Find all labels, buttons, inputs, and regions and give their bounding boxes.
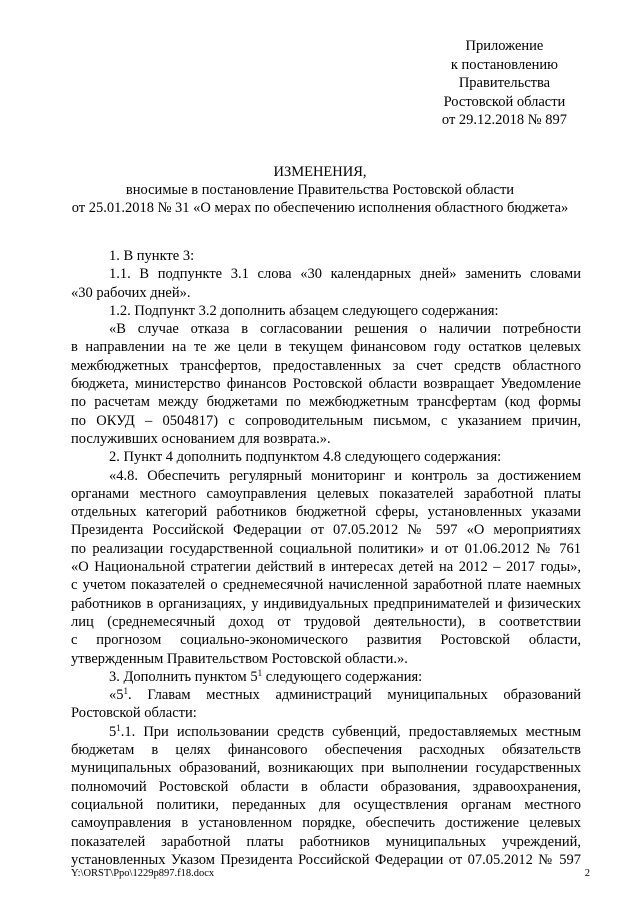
body-line: по ОКУД – 0504817) с сопроводительным письмом, с указанием причин,: [71, 412, 581, 429]
body-line: «В случае отказа в согласовании решения о наличии потребности: [109, 321, 581, 338]
body-line: органами местного самоуправления целевых показателей заработной платы: [71, 485, 581, 502]
body-line: по реализации государственной социальной политики» и от 01.06.2012 № 761: [71, 540, 581, 557]
body-line: бюджетам в целях финансового обеспечения расходных обязательств: [71, 742, 581, 759]
text-run: 3. Дополнить пунктом 5: [109, 668, 258, 685]
body-line: Ростовской области:: [71, 705, 197, 722]
appendix-line: Правительства: [458, 75, 551, 91]
title-heading: ИЗМЕНЕНИЯ,: [273, 164, 367, 180]
body-line: с прогнозом социально-экономического развития Ростовской области,: [71, 632, 581, 649]
body-line: самоуправления в установленном порядке, обеспечить достижение целевых: [71, 815, 581, 832]
body-line: с учетом показателей о среднемесячной начисленной заработной плате наемных: [71, 577, 581, 594]
appendix-line: к постановлению: [450, 56, 558, 73]
text-run: . Главам местных администраций муниципальных образований: [128, 687, 581, 704]
body-line: «4.8. Обеспечить регулярный мониторинг и контроль за достижением: [109, 467, 581, 484]
body-line: [71, 668, 581, 686]
body-line: бюджета, министерство финансов Ростовской области возвращает Уведомление: [71, 376, 581, 393]
body-line: социальной политики, переданных для осуществления органам местного: [71, 796, 581, 813]
body-line: муниципальных образований, возникающих при выполнении государственных: [71, 760, 581, 777]
superscript: 1: [123, 686, 128, 697]
body-line: в направлении на те же цели в текущем финансовом году остатков целевых: [71, 339, 581, 356]
page-footer: [71, 868, 590, 879]
superscript: 1: [116, 722, 121, 733]
body-line: 1. В пункте 3:: [109, 248, 195, 264]
body-line: полномочий Ростовской области в области образования, здравоохранения,: [71, 778, 581, 795]
body-line: «30 рабочих дней».: [71, 284, 191, 301]
text-run: следующего содержания:: [262, 668, 423, 685]
body-line: [71, 723, 581, 741]
body-line: отдельных категорий работников бюджетной сферы, установленных указами: [71, 504, 581, 521]
title-subtitle: от 25.01.2018 № 31 «О мерах по обеспечению исполнения областного бюджета»: [71, 200, 569, 216]
body-line: работников в организациях, у индивидуальных предпринимателей и физических: [71, 595, 581, 612]
body-line: 2. Пункт 4 дополнить подпунктом 4.8 следующего содержания:: [109, 449, 502, 466]
body-line: «О Национальной стратегии действий в интересах детей на 2012 – 2017 годы»,: [71, 559, 581, 576]
body-line: межбюджетных трансфертов, предоставленных за счет средств областного: [71, 357, 581, 374]
appendix-line: Ростовской области: [443, 93, 566, 110]
body-line: 1.1. В подпункте 3.1 слова «30 календарных дней» заменить словами: [109, 266, 581, 283]
document-title: [60, 163, 580, 217]
appendix-line: Приложение: [465, 38, 544, 54]
title-subtitle: вносимые в постановление Правительства Ростовской области: [125, 182, 515, 198]
superscript: 1: [257, 667, 263, 678]
document-body: [71, 247, 581, 869]
body-line: лиц (среднемесячный доход от трудовой деятельности), в соответствии: [71, 613, 581, 630]
body-line: утвержденным Правительством Ростовской области.».: [71, 650, 408, 667]
text-run: «5: [109, 687, 124, 704]
appendix-line: от 29.12.2018 № 897: [441, 112, 567, 128]
page-number: 2: [584, 868, 590, 879]
body-line: Президента Российской Федерации от 07.05.2012 № 597 «О мероприятиях: [71, 522, 581, 539]
body-line: показателей заработной платы работников муниципальных учреждений,: [71, 833, 581, 850]
body-line: 1.2. Подпункт 3.2 дополнить абзацем следующего содержания:: [109, 302, 499, 319]
body-line: по расчетам между бюджетами по межбюджетным трансфертам (код формы: [71, 394, 581, 411]
file-path: Y:\ORST\Ppo\1229p897.f18.docx: [71, 868, 215, 879]
text-run: .1. При использовании средств субвенций, предоставляемых местным: [120, 723, 581, 740]
body-line: [71, 686, 581, 704]
appendix-block: [442, 37, 567, 130]
body-line: установленных Указом Президента Российской Федерации от 07.05.2012 № 597: [71, 851, 581, 868]
text-run: 5: [109, 723, 117, 740]
body-line: послуживших основанием для возврата.».: [71, 430, 331, 447]
